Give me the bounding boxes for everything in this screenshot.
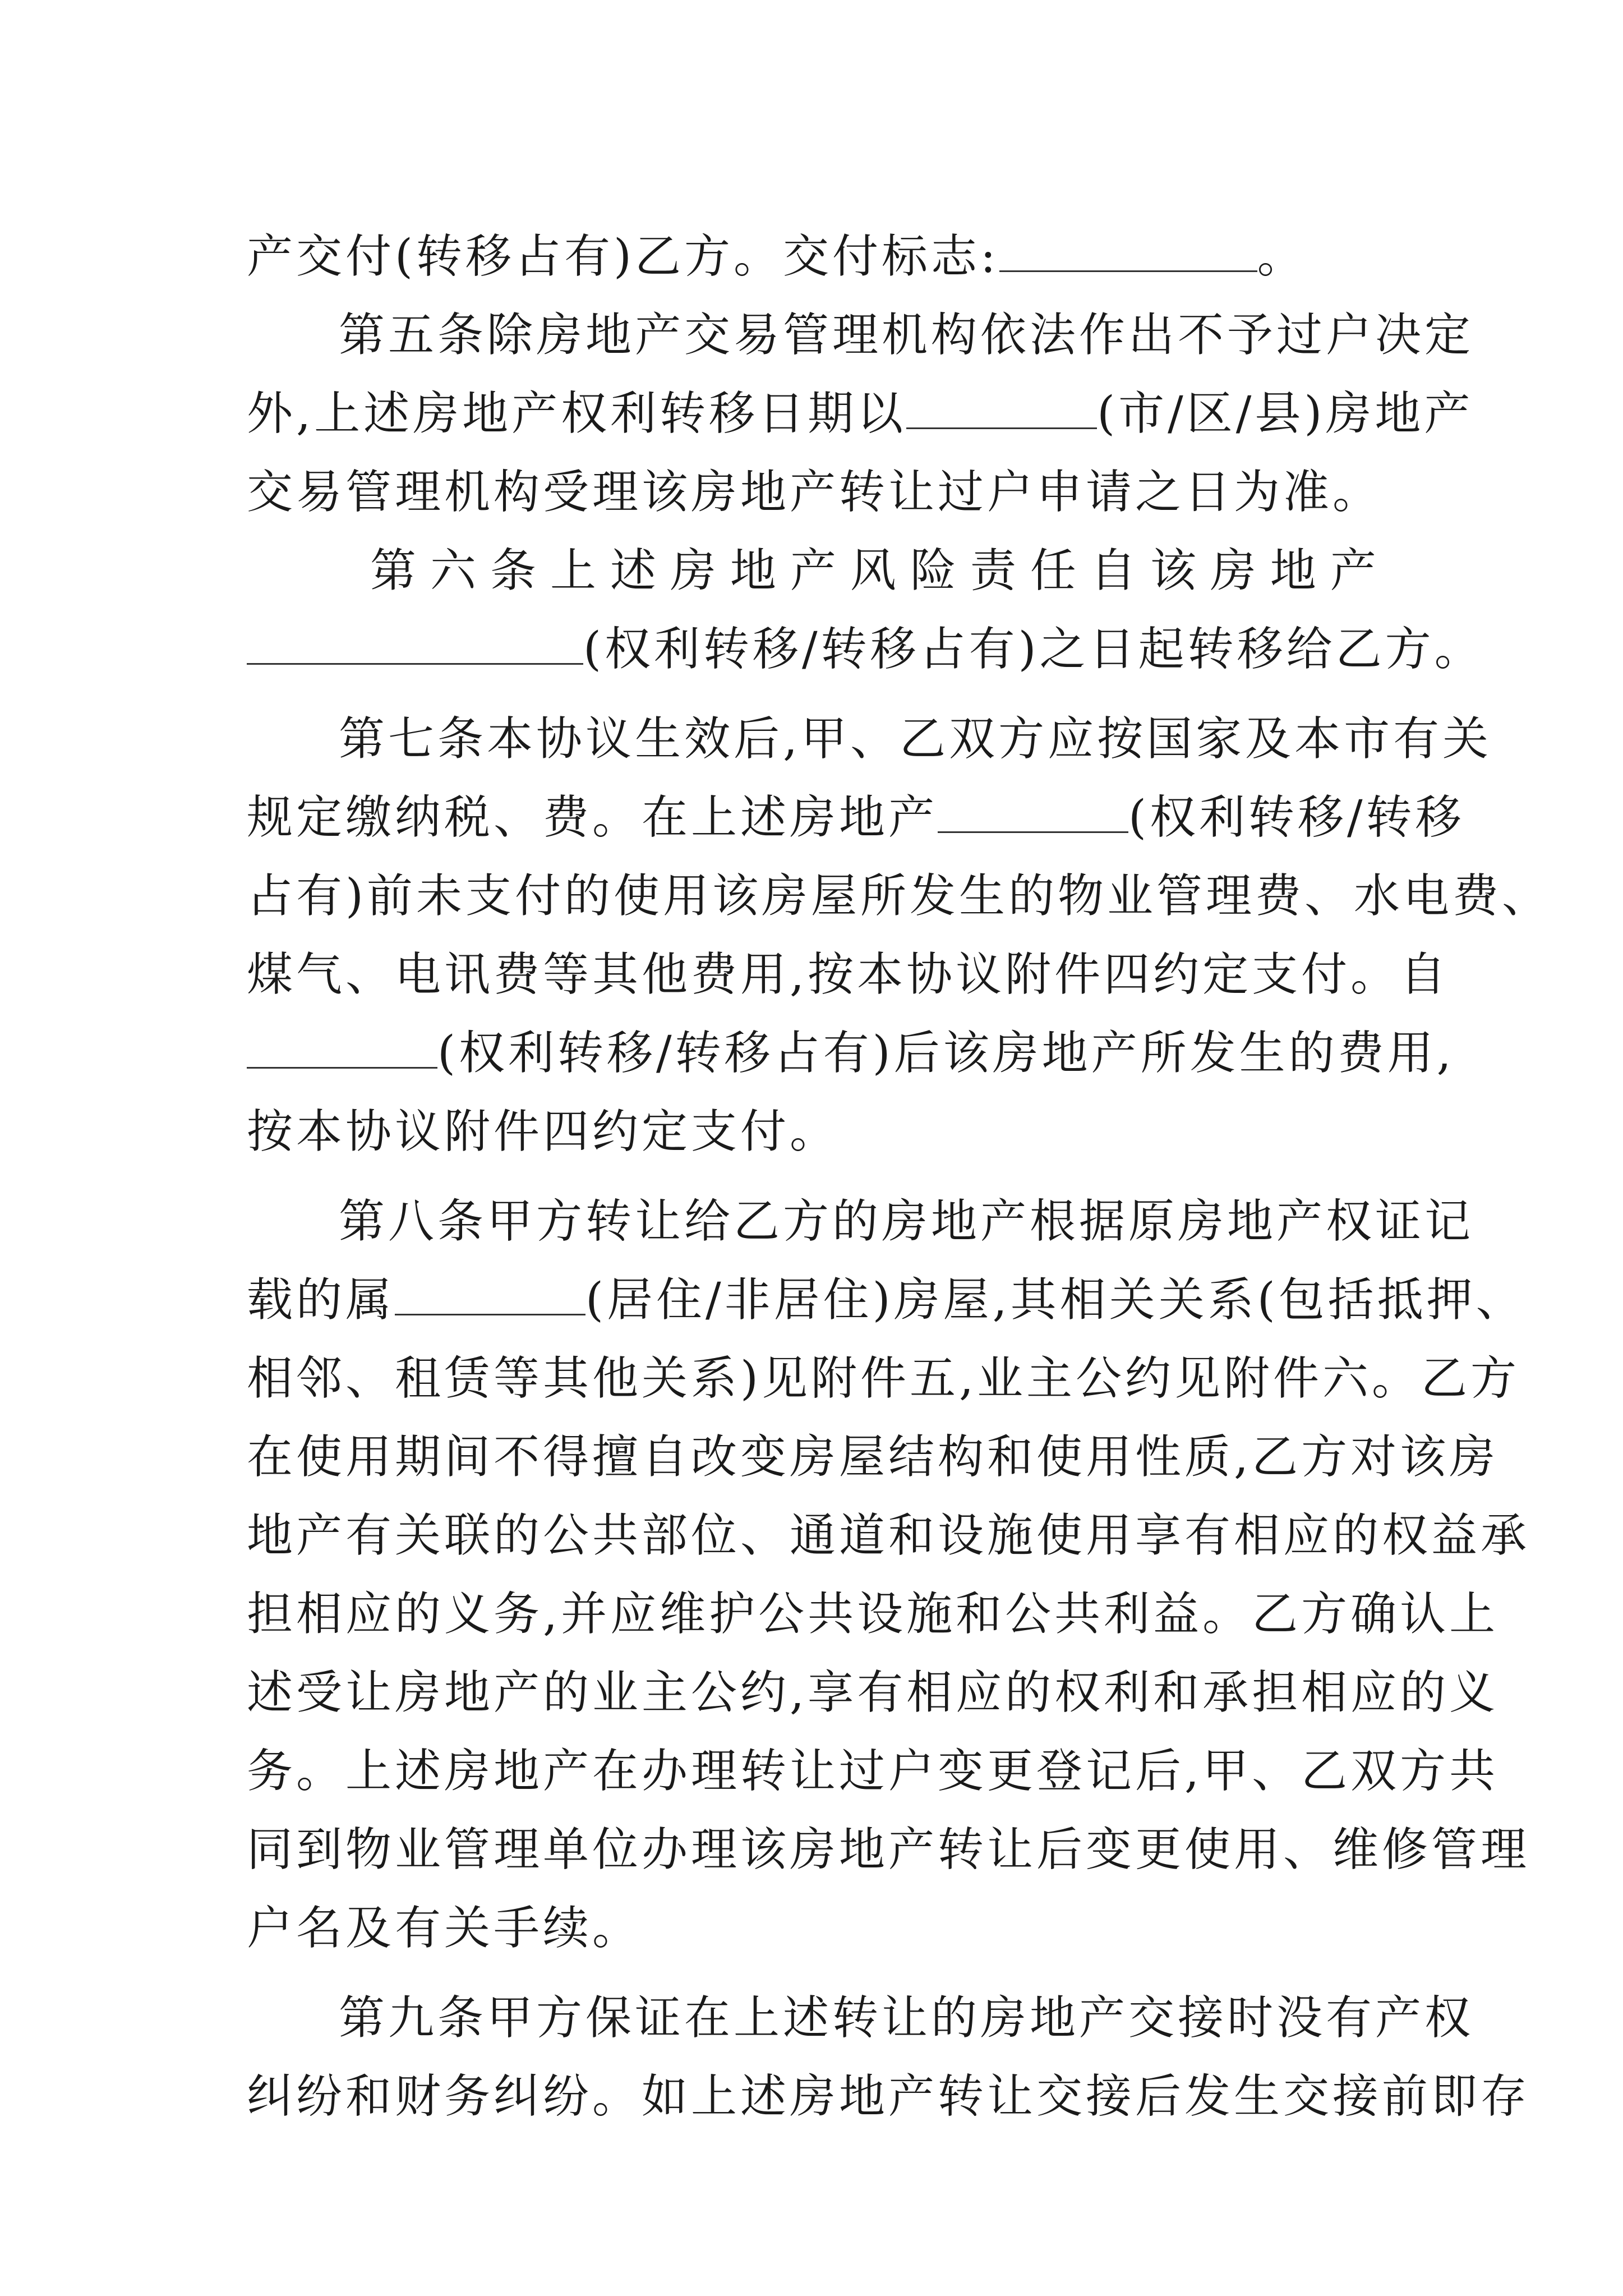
text-line — [247, 700, 1492, 779]
spread-char: 地 — [1270, 544, 1320, 597]
text-segment: (权利转移/转移占有)之日起转移给乙方。 — [583, 623, 1484, 676]
spread-char: 任 — [1030, 544, 1080, 597]
spread-char: 该 — [1150, 544, 1200, 597]
text-segment: 第五条除房地产交易管理机构依法作出不予过户决定 — [339, 309, 1474, 362]
text-line — [247, 1261, 1525, 1340]
text-line — [247, 610, 1484, 689]
text-line — [247, 1575, 1499, 1654]
spread-char: 房 — [1210, 544, 1260, 597]
spread-char: 产 — [790, 544, 840, 597]
spread-char: 风 — [850, 544, 900, 597]
spread-char: 产 — [1330, 544, 1380, 597]
spread-char: 条 — [490, 544, 540, 597]
text-line — [247, 1654, 1499, 1732]
text-segment: 。 — [1257, 230, 1307, 283]
fill-in-blank[interactable] — [247, 623, 583, 665]
spread-char: 险 — [910, 544, 960, 597]
text-segment: 外,上述房地产权利转移日期以 — [247, 387, 907, 440]
text-segment: 户名及有关手续。 — [247, 1902, 642, 1955]
text-segment: 第九条甲方保证在上述转让的房地产交接时没有产权 — [339, 1991, 1474, 2045]
text-line — [247, 779, 1465, 857]
text-segment: 相邻、租赁等其他关系)见附件五,业主公约见附件六。乙方 — [247, 1352, 1520, 1405]
text-line — [247, 1418, 1499, 1497]
text-line — [247, 1093, 1413, 1171]
text-line — [247, 936, 1450, 1014]
text-line — [247, 857, 1551, 936]
text-line — [247, 1014, 1455, 1093]
text-line — [247, 1979, 1474, 2058]
text-segment: 煤气、电讯费等其他费用,按本协议附件四约定支付。自 — [247, 948, 1450, 1001]
text-line — [247, 1340, 1520, 1418]
text-segment: 按本协议附件四约定支付。 — [247, 1105, 840, 1158]
text-segment: (居住/非居住)房屋,其相关关系(包括抵押、 — [585, 1273, 1525, 1327]
text-line — [370, 532, 1380, 610]
text-segment: 担相应的义务,并应维护公共设施和公共利益。乙方确认上 — [247, 1588, 1499, 1641]
fill-in-blank[interactable] — [999, 230, 1257, 272]
text-segment: 占有)前未支付的使用该房屋所发生的物业管理费、水电费、 — [247, 869, 1551, 923]
text-segment: 第七条本协议生效后,甲、乙双方应按国家及本市有关 — [339, 712, 1492, 766]
spread-char: 上 — [550, 544, 600, 597]
spread-char: 地 — [730, 544, 780, 597]
text-segment: 规定缴纳税、费。在上述房地产 — [247, 791, 938, 844]
spread-char: 述 — [610, 544, 660, 597]
spread-char: 自 — [1090, 544, 1140, 597]
text-line — [247, 1182, 1474, 1261]
text-line — [247, 2058, 1530, 2136]
text-segment: 交易管理机构受理该房地产转让过户申请之日为准。 — [247, 466, 1382, 519]
text-segment: 地产有关联的公共部位、通道和设施使用享有相应的权益承 — [247, 1509, 1530, 1562]
fill-in-blank[interactable] — [247, 1027, 437, 1069]
text-line — [247, 1732, 1499, 1811]
text-segment: 载的属 — [247, 1273, 395, 1327]
spread-char: 房 — [670, 544, 720, 597]
text-segment: 同到物业管理单位办理该房地产转让后变更使用、维修管理 — [247, 1823, 1530, 1876]
spread-char: 六 — [430, 544, 479, 597]
text-line — [247, 375, 1474, 453]
text-segment: (市/区/县)房地产 — [1097, 387, 1474, 440]
text-segment: 纠纷和财务纠纷。如上述房地产转让交接后发生交接前即存 — [247, 2070, 1530, 2123]
fill-in-blank[interactable] — [906, 387, 1097, 429]
text-segment: 务。上述房地产在办理转让过户变更登记后,甲、乙双方共 — [247, 1745, 1499, 1798]
text-line — [247, 296, 1474, 375]
fill-in-blank[interactable] — [938, 791, 1128, 833]
text-line — [247, 218, 1413, 296]
text-segment: 第八条甲方转让给乙方的房地产根据原房地产权证记 — [339, 1195, 1474, 1248]
text-segment: 产交付(转移占有)乙方。交付标志: — [247, 230, 999, 283]
text-segment: (权利转移/转移占有)后该房地产所发生的费用, — [437, 1027, 1455, 1080]
text-segment: (权利转移/转移 — [1128, 791, 1465, 844]
text-segment: 述受让房地产的业主公约,享有相应的权利和承担相应的义 — [247, 1666, 1499, 1719]
text-line — [247, 1889, 1413, 1968]
spread-char: 责 — [970, 544, 1020, 597]
fill-in-blank[interactable] — [395, 1273, 585, 1315]
text-line — [247, 453, 1413, 532]
text-line — [247, 1811, 1530, 1889]
text-segment: 在使用期间不得擅自改变房屋结构和使用性质,乙方对该房 — [247, 1430, 1499, 1484]
spread-char: 第 — [370, 544, 420, 597]
text-line — [247, 1497, 1530, 1575]
